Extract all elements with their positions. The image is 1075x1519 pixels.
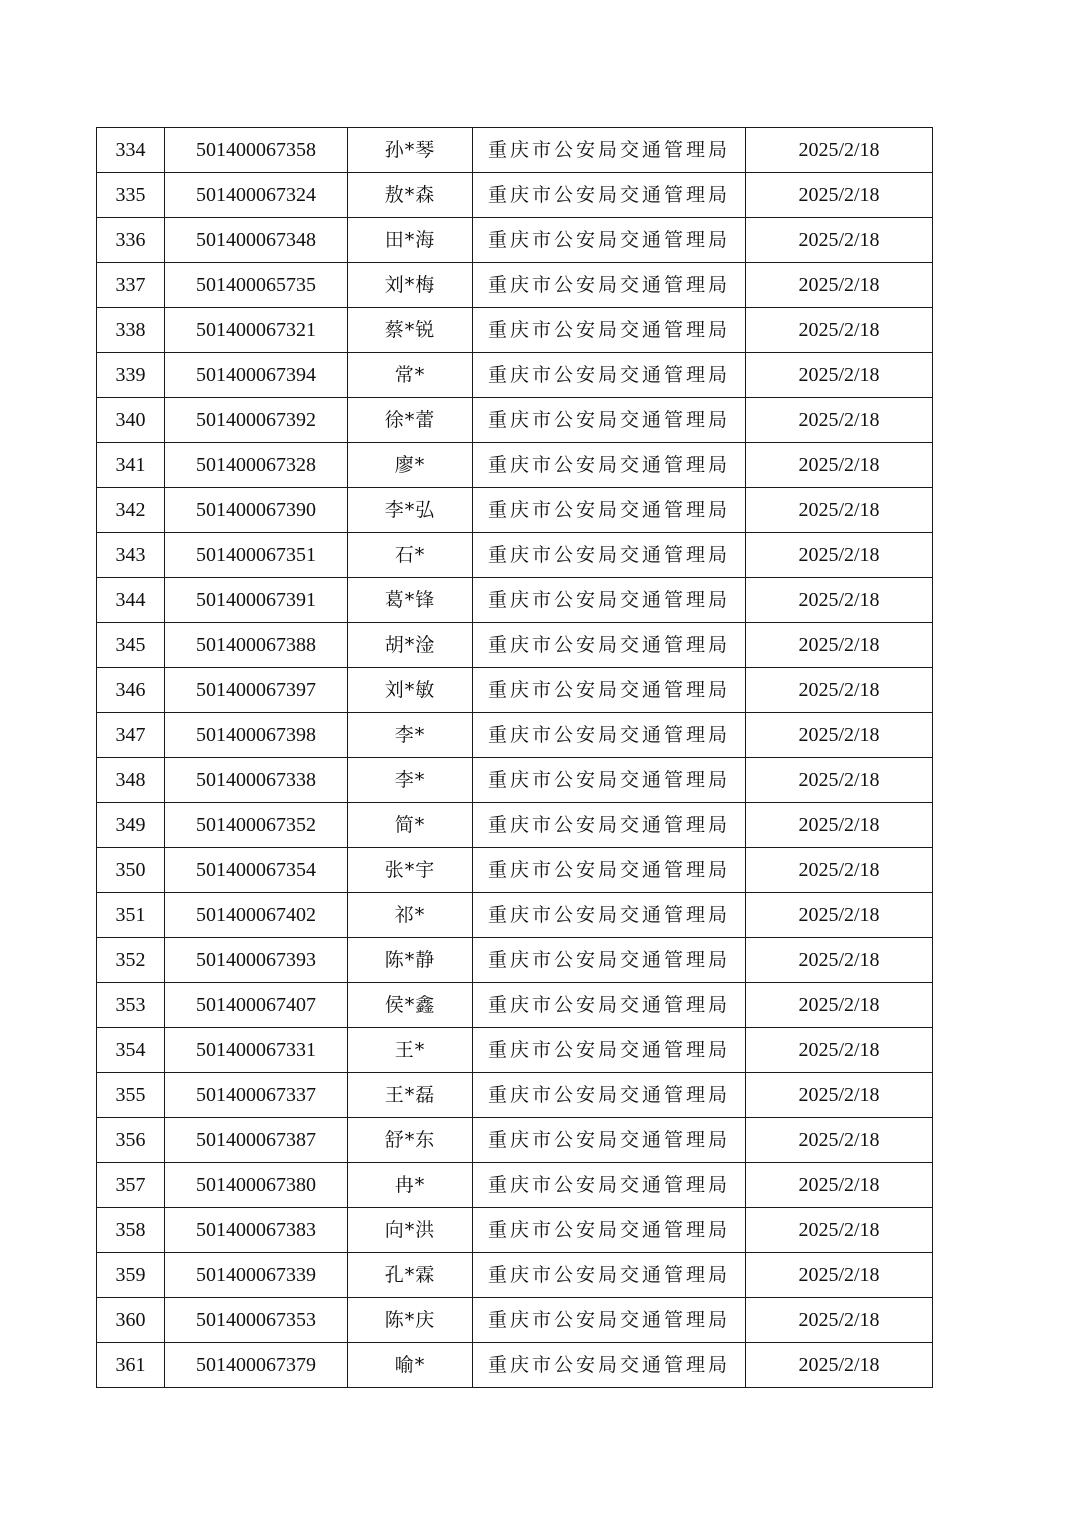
seq-cell: 353 — [97, 983, 165, 1028]
date-cell: 2025/2/18 — [746, 1028, 933, 1073]
seq-cell: 340 — [97, 398, 165, 443]
date-cell: 2025/2/18 — [746, 398, 933, 443]
number-cell: 501400067337 — [165, 1073, 348, 1118]
table-row — [97, 173, 933, 218]
org-cell: 重庆市公安局交通管理局 — [473, 938, 746, 983]
number-cell: 501400067394 — [165, 353, 348, 398]
number-cell: 501400067397 — [165, 668, 348, 713]
org-cell: 重庆市公安局交通管理局 — [473, 848, 746, 893]
table-row — [97, 533, 933, 578]
number-cell: 501400067352 — [165, 803, 348, 848]
table-row — [97, 578, 933, 623]
number-cell: 501400067348 — [165, 218, 348, 263]
seq-cell: 334 — [97, 128, 165, 173]
table-row — [97, 443, 933, 488]
table-row — [97, 1163, 933, 1208]
org-cell: 重庆市公安局交通管理局 — [473, 578, 746, 623]
seq-cell: 348 — [97, 758, 165, 803]
table-row — [97, 803, 933, 848]
number-cell: 501400067402 — [165, 893, 348, 938]
date-cell: 2025/2/18 — [746, 713, 933, 758]
date-cell: 2025/2/18 — [746, 533, 933, 578]
number-cell: 501400067331 — [165, 1028, 348, 1073]
number-cell: 501400067339 — [165, 1253, 348, 1298]
name-cell: 刘*敏 — [348, 668, 473, 713]
org-cell: 重庆市公安局交通管理局 — [473, 668, 746, 713]
name-cell: 李* — [348, 758, 473, 803]
number-cell: 501400067380 — [165, 1163, 348, 1208]
number-cell: 501400067358 — [165, 128, 348, 173]
table-row — [97, 398, 933, 443]
table-row — [97, 983, 933, 1028]
number-cell: 501400067390 — [165, 488, 348, 533]
number-cell: 501400067324 — [165, 173, 348, 218]
name-cell: 胡*淦 — [348, 623, 473, 668]
org-cell: 重庆市公安局交通管理局 — [473, 1028, 746, 1073]
table-row — [97, 1343, 933, 1388]
seq-cell: 337 — [97, 263, 165, 308]
org-cell: 重庆市公安局交通管理局 — [473, 488, 746, 533]
table-row — [97, 128, 933, 173]
table-row — [97, 1118, 933, 1163]
seq-cell: 346 — [97, 668, 165, 713]
name-cell: 张*宇 — [348, 848, 473, 893]
name-cell: 孔*霖 — [348, 1253, 473, 1298]
name-cell: 葛*锋 — [348, 578, 473, 623]
name-cell: 徐*蕾 — [348, 398, 473, 443]
org-cell: 重庆市公安局交通管理局 — [473, 1298, 746, 1343]
org-cell: 重庆市公安局交通管理局 — [473, 218, 746, 263]
name-cell: 侯*鑫 — [348, 983, 473, 1028]
date-cell: 2025/2/18 — [746, 218, 933, 263]
name-cell: 石* — [348, 533, 473, 578]
date-cell: 2025/2/18 — [746, 308, 933, 353]
record-table — [96, 127, 933, 1388]
table-row — [97, 353, 933, 398]
table-row — [97, 218, 933, 263]
seq-cell: 360 — [97, 1298, 165, 1343]
date-cell: 2025/2/18 — [746, 758, 933, 803]
number-cell: 501400067388 — [165, 623, 348, 668]
org-cell: 重庆市公安局交通管理局 — [473, 263, 746, 308]
table-row — [97, 1253, 933, 1298]
org-cell: 重庆市公安局交通管理局 — [473, 713, 746, 758]
number-cell: 501400067391 — [165, 578, 348, 623]
seq-cell: 343 — [97, 533, 165, 578]
record-table-body — [97, 128, 933, 1388]
table-row — [97, 938, 933, 983]
date-cell: 2025/2/18 — [746, 353, 933, 398]
table-row — [97, 1208, 933, 1253]
number-cell: 501400067387 — [165, 1118, 348, 1163]
name-cell: 常* — [348, 353, 473, 398]
table-row — [97, 848, 933, 893]
table-row — [97, 1298, 933, 1343]
date-cell: 2025/2/18 — [746, 1208, 933, 1253]
org-cell: 重庆市公安局交通管理局 — [473, 353, 746, 398]
seq-cell: 356 — [97, 1118, 165, 1163]
org-cell: 重庆市公安局交通管理局 — [473, 1163, 746, 1208]
seq-cell: 357 — [97, 1163, 165, 1208]
date-cell: 2025/2/18 — [746, 1343, 933, 1388]
org-cell: 重庆市公安局交通管理局 — [473, 398, 746, 443]
table-row — [97, 713, 933, 758]
org-cell: 重庆市公安局交通管理局 — [473, 1073, 746, 1118]
org-cell: 重庆市公安局交通管理局 — [473, 1208, 746, 1253]
date-cell: 2025/2/18 — [746, 803, 933, 848]
org-cell: 重庆市公安局交通管理局 — [473, 173, 746, 218]
number-cell: 501400067398 — [165, 713, 348, 758]
seq-cell: 335 — [97, 173, 165, 218]
table-row — [97, 758, 933, 803]
number-cell: 501400067379 — [165, 1343, 348, 1388]
number-cell: 501400067328 — [165, 443, 348, 488]
org-cell: 重庆市公安局交通管理局 — [473, 983, 746, 1028]
date-cell: 2025/2/18 — [746, 1253, 933, 1298]
name-cell: 蔡*锐 — [348, 308, 473, 353]
org-cell: 重庆市公安局交通管理局 — [473, 1343, 746, 1388]
seq-cell: 336 — [97, 218, 165, 263]
date-cell: 2025/2/18 — [746, 128, 933, 173]
name-cell: 舒*东 — [348, 1118, 473, 1163]
name-cell: 孙*琴 — [348, 128, 473, 173]
date-cell: 2025/2/18 — [746, 1118, 933, 1163]
name-cell: 简* — [348, 803, 473, 848]
date-cell: 2025/2/18 — [746, 1298, 933, 1343]
name-cell: 陈*静 — [348, 938, 473, 983]
name-cell: 廖* — [348, 443, 473, 488]
seq-cell: 354 — [97, 1028, 165, 1073]
number-cell: 501400067407 — [165, 983, 348, 1028]
date-cell: 2025/2/18 — [746, 983, 933, 1028]
table-row — [97, 263, 933, 308]
seq-cell: 359 — [97, 1253, 165, 1298]
seq-cell: 344 — [97, 578, 165, 623]
name-cell: 向*洪 — [348, 1208, 473, 1253]
number-cell: 501400065735 — [165, 263, 348, 308]
name-cell: 祁* — [348, 893, 473, 938]
name-cell: 喻* — [348, 1343, 473, 1388]
table-row — [97, 308, 933, 353]
seq-cell: 351 — [97, 893, 165, 938]
org-cell: 重庆市公安局交通管理局 — [473, 803, 746, 848]
name-cell: 李* — [348, 713, 473, 758]
seq-cell: 338 — [97, 308, 165, 353]
table-row — [97, 668, 933, 713]
name-cell: 田*海 — [348, 218, 473, 263]
name-cell: 李*弘 — [348, 488, 473, 533]
seq-cell: 345 — [97, 623, 165, 668]
org-cell: 重庆市公安局交通管理局 — [473, 533, 746, 578]
seq-cell: 341 — [97, 443, 165, 488]
date-cell: 2025/2/18 — [746, 443, 933, 488]
org-cell: 重庆市公安局交通管理局 — [473, 758, 746, 803]
org-cell: 重庆市公安局交通管理局 — [473, 128, 746, 173]
org-cell: 重庆市公安局交通管理局 — [473, 308, 746, 353]
org-cell: 重庆市公安局交通管理局 — [473, 443, 746, 488]
date-cell: 2025/2/18 — [746, 173, 933, 218]
number-cell: 501400067338 — [165, 758, 348, 803]
number-cell: 501400067353 — [165, 1298, 348, 1343]
org-cell: 重庆市公安局交通管理局 — [473, 893, 746, 938]
table-row — [97, 893, 933, 938]
number-cell: 501400067351 — [165, 533, 348, 578]
table-row — [97, 1073, 933, 1118]
table-row — [97, 1028, 933, 1073]
date-cell: 2025/2/18 — [746, 578, 933, 623]
seq-cell: 349 — [97, 803, 165, 848]
number-cell: 501400067383 — [165, 1208, 348, 1253]
seq-cell: 361 — [97, 1343, 165, 1388]
org-cell: 重庆市公安局交通管理局 — [473, 1118, 746, 1163]
number-cell: 501400067392 — [165, 398, 348, 443]
name-cell: 王* — [348, 1028, 473, 1073]
org-cell: 重庆市公安局交通管理局 — [473, 1253, 746, 1298]
name-cell: 王*磊 — [348, 1073, 473, 1118]
seq-cell: 352 — [97, 938, 165, 983]
number-cell: 501400067321 — [165, 308, 348, 353]
table-row — [97, 488, 933, 533]
seq-cell: 358 — [97, 1208, 165, 1253]
date-cell: 2025/2/18 — [746, 1073, 933, 1118]
seq-cell: 339 — [97, 353, 165, 398]
date-cell: 2025/2/18 — [746, 488, 933, 533]
name-cell: 刘*梅 — [348, 263, 473, 308]
table-row — [97, 623, 933, 668]
name-cell: 冉* — [348, 1163, 473, 1208]
org-cell: 重庆市公安局交通管理局 — [473, 623, 746, 668]
seq-cell: 347 — [97, 713, 165, 758]
number-cell: 501400067393 — [165, 938, 348, 983]
name-cell: 敖*森 — [348, 173, 473, 218]
date-cell: 2025/2/18 — [746, 893, 933, 938]
number-cell: 501400067354 — [165, 848, 348, 893]
date-cell: 2025/2/18 — [746, 938, 933, 983]
date-cell: 2025/2/18 — [746, 623, 933, 668]
date-cell: 2025/2/18 — [746, 848, 933, 893]
seq-cell: 342 — [97, 488, 165, 533]
name-cell: 陈*庆 — [348, 1298, 473, 1343]
date-cell: 2025/2/18 — [746, 263, 933, 308]
seq-cell: 355 — [97, 1073, 165, 1118]
seq-cell: 350 — [97, 848, 165, 893]
date-cell: 2025/2/18 — [746, 668, 933, 713]
date-cell: 2025/2/18 — [746, 1163, 933, 1208]
